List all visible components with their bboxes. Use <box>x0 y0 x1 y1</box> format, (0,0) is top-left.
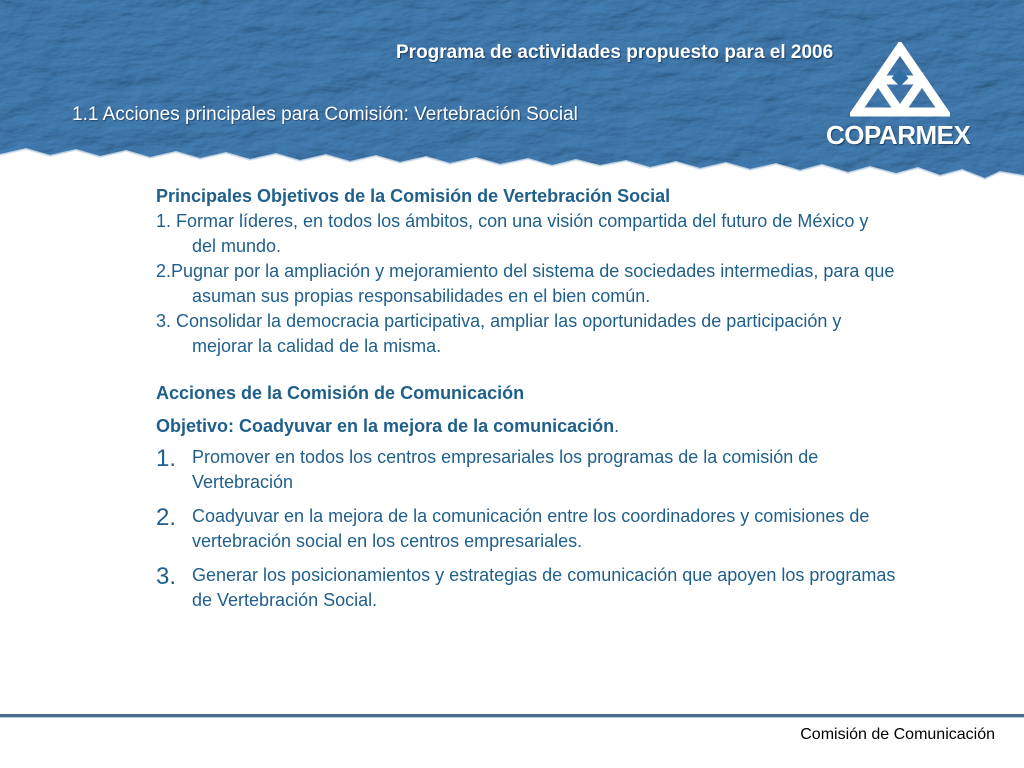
objective-item: 2.Pugnar por la ampliación y mejoramiento del sistema de sociedades intermedias, para que asuman sus propias responsabilidades en el bien común. <box>156 261 895 306</box>
section-spacer <box>156 359 896 381</box>
objective-item: 1. Formar líderes, en todos los ámbitos, con una visión compartida del futuro de México y del mundo. <box>156 211 869 256</box>
action-number: 1. <box>156 445 177 472</box>
slide-subtitle: 1.1 Acciones principales para Comisión: Vertebración Social <box>72 104 578 125</box>
coparmex-logo-icon <box>850 42 950 118</box>
footer-divider <box>0 714 1024 718</box>
slide-body <box>156 184 896 622</box>
action-text: Coadyuvar en la mejora de la comunicación entre los coordinadores y comisiones de vertebración social en los centros empresariales. <box>192 506 870 551</box>
action-number: 3. <box>156 563 177 590</box>
footer-label: Comisión de Comunicación <box>800 726 995 743</box>
actions-objective <box>156 414 896 439</box>
action-item <box>156 563 896 613</box>
objective-label: Objetivo: Coadyuvar en la mejora de la comunicación <box>156 416 615 436</box>
objectives-heading: Principales Objetivos de la Comisión de Vertebración Social <box>156 186 671 206</box>
slide-title: Programa de actividades propuesto para el 2006 <box>396 42 834 63</box>
objective-period: . <box>614 416 620 436</box>
header-banner <box>0 0 1024 185</box>
objective-item: 3. Consolidar la democracia participativa, ampliar las oportunidades de participación y mejorar la calidad de la misma. <box>156 311 842 356</box>
logo-wordmark: COPARMEX <box>826 120 971 150</box>
action-text: Generar los posicionamientos y estrategias de comunicación que apoyen los programas de Vertebración Social. <box>192 565 896 610</box>
action-item <box>156 445 896 495</box>
action-item <box>156 504 896 554</box>
action-number: 2. <box>156 504 177 531</box>
action-text: Promover en todos los centros empresariales los programas de la comisión de Vertebración <box>192 447 819 492</box>
actions-heading: Acciones de la Comisión de Comunicación <box>156 383 525 403</box>
